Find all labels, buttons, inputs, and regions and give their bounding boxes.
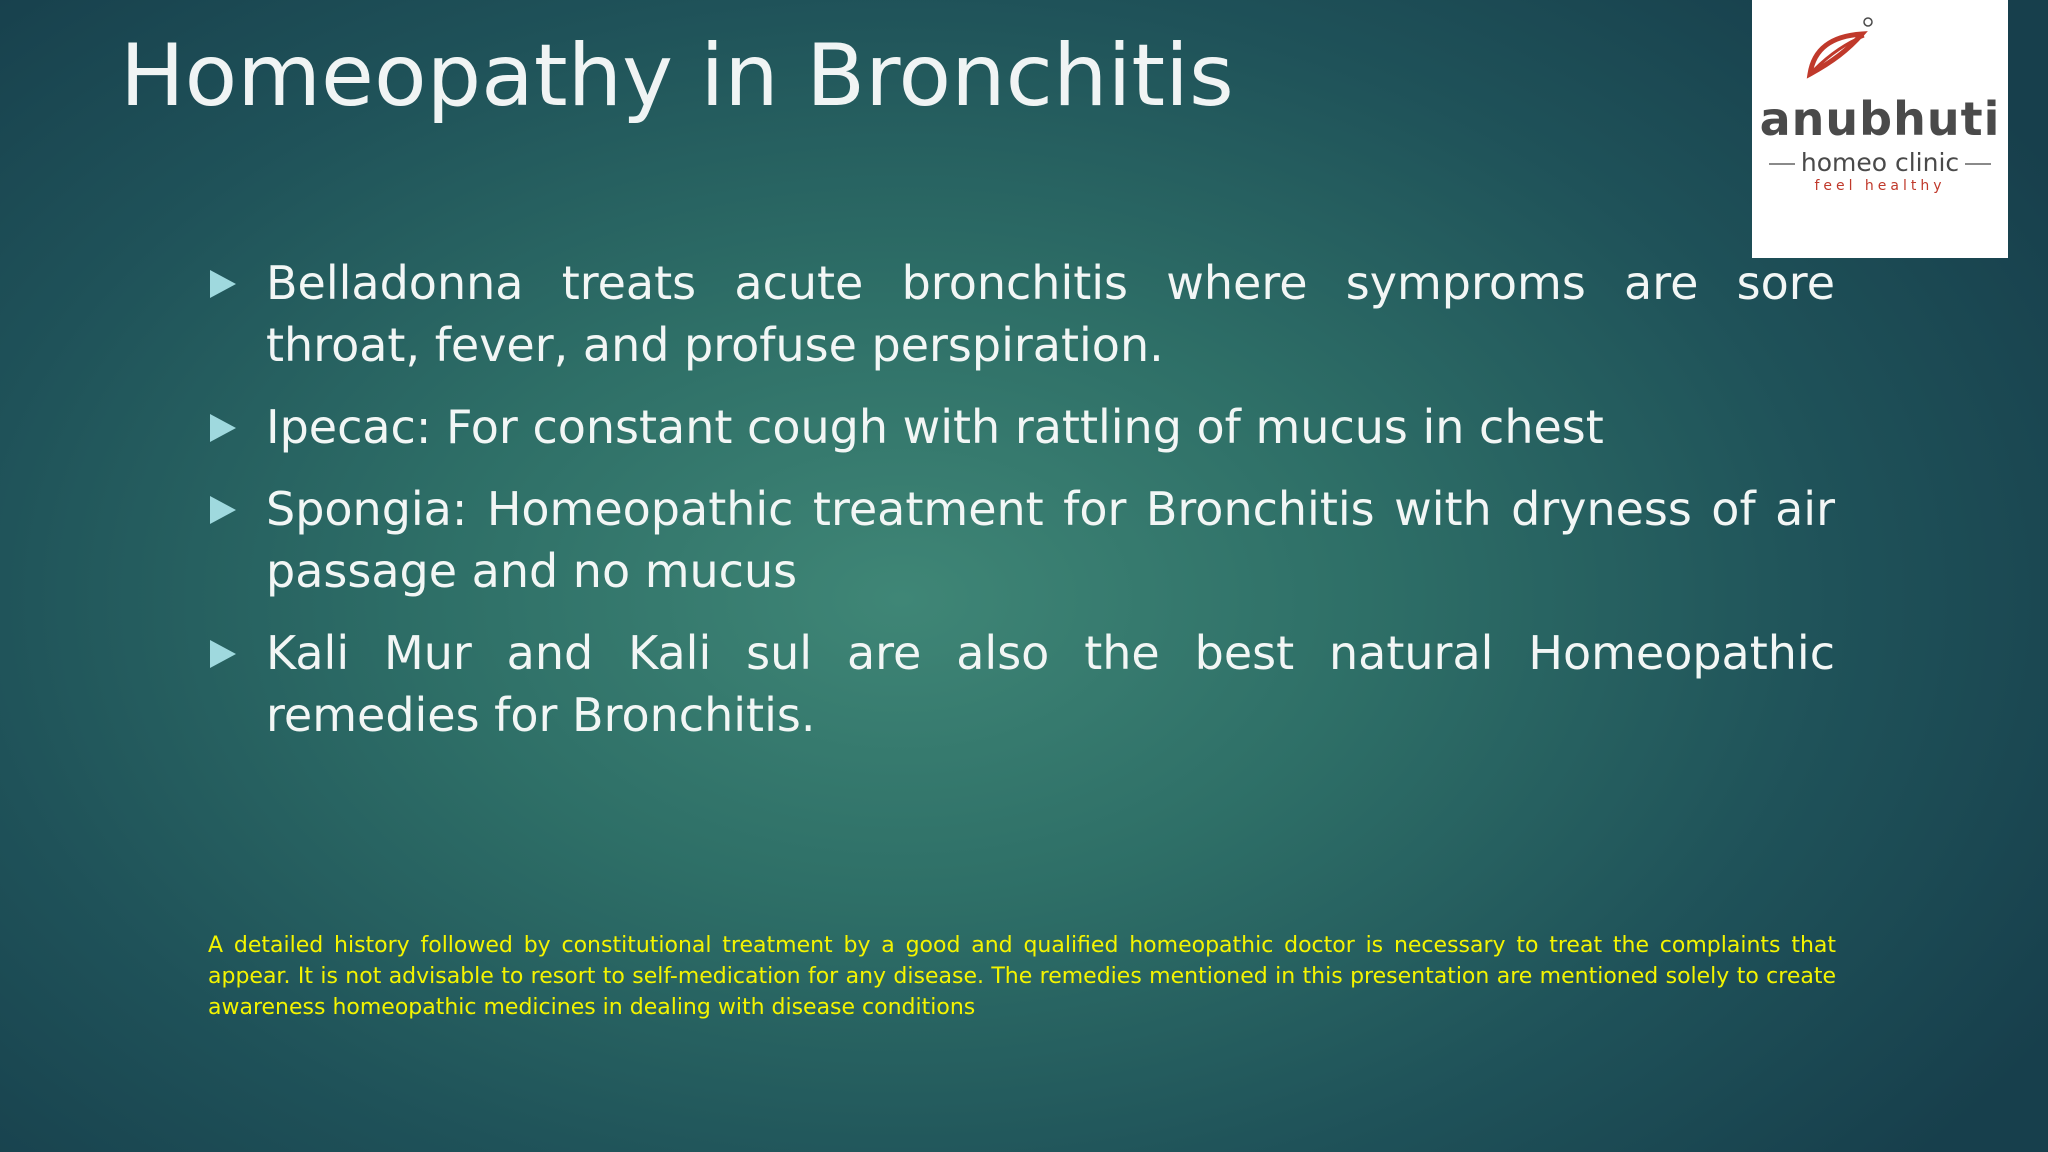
disclaimer-text: A detailed history followed by constitutional treatment by a good and qualified homeopathic doctor is necessary to treat the complaints that appear. It is not advisable to resort to self-medication for any disease. The remedies mentioned in this presentation are mentioned solely to create awareness homeopathic medicines in dealing with disease conditions xyxy=(208,933,1836,1020)
leaf-logo-icon xyxy=(1752,0,2008,100)
bullet-text: Kali Mur and Kali sul are also the best natural Homeopathic remedies for Bronchitis. xyxy=(266,626,1835,742)
logo-subtitle-text: homeo clinic xyxy=(1800,148,1960,177)
bullet-text: Belladonna treats acute bronchitis where symproms are sore throat, fever, and profuse perspiration. xyxy=(266,256,1835,372)
logo-divider-left xyxy=(1769,163,1795,165)
bullet-item xyxy=(210,252,1835,376)
logo-tagline: feel healthy xyxy=(1814,178,1946,194)
bullet-list xyxy=(210,252,1835,766)
bullet-item xyxy=(210,396,1835,458)
triangle-right-icon xyxy=(210,496,236,524)
logo-subtitle xyxy=(1752,148,2008,177)
triangle-right-icon xyxy=(210,640,236,668)
triangle-right-icon xyxy=(210,270,236,298)
bullet-text: Spongia: Homeopathic treatment for Bronchitis with dryness of air passage and no mucus xyxy=(266,482,1835,598)
logo-divider-right xyxy=(1965,163,1991,165)
clinic-logo xyxy=(1752,0,2008,258)
bullet-item xyxy=(210,622,1835,746)
bullet-item xyxy=(210,478,1835,602)
bullet-text: Ipecac: For constant cough with rattling of mucus in chest xyxy=(266,400,1604,454)
triangle-right-icon xyxy=(210,414,236,442)
logo-name: anubhuti xyxy=(1759,92,2001,146)
slide-title: Homeopathy in Bronchitis xyxy=(120,26,1234,126)
